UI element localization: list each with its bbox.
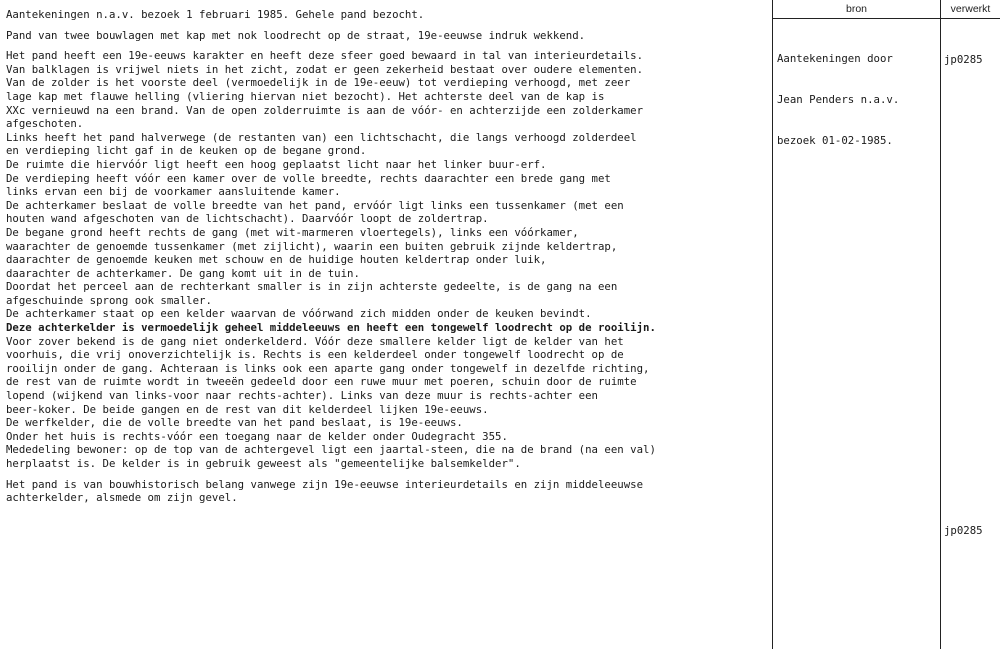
header-bron: bron	[845, 3, 867, 15]
text-line: Het pand is van bouwhistorisch belang vanwege zijn 19e-eeuwse interieurdetails en zijn middeleeuwse	[6, 477, 644, 491]
text-line: daarachter de genoemde keuken met schouw en de huidige houten keldertrap onder luik,	[6, 253, 547, 267]
text-line: herplaatst is. De kelder is in gebruik geweest als "gemeentelijke balsemkelder".	[6, 457, 521, 470]
text-line: en verdieping licht gaf in de keuken op de begane grond.	[6, 144, 367, 158]
text-line: De achterkamer staat op een kelder waarvan de vóórwand zich midden onder de keuken bevindt.	[6, 307, 592, 321]
text-line: De verdieping heeft vóór een kamer over de volle breedte, rechts daarachter een brede gang met	[6, 171, 611, 185]
text-line: voorhuis, die vrij onoverzichtelijk is. Rechts is een kelderdeel onder tongewelf loodrecht op de	[6, 348, 624, 362]
text-line: lage kap met flauwe helling (vliering hiervan niet bezocht). Het achterste deel van de kap is	[6, 89, 605, 103]
paragraph-intro	[6, 8, 770, 22]
verwerkt-reference-2: jp0285	[944, 524, 983, 537]
notes-body	[6, 8, 770, 505]
paragraph-description	[6, 49, 770, 470]
text-line: daarachter de achterkamer. De gang komt uit in de tuin.	[6, 266, 360, 280]
text-line: Deze achterkelder is vermoedelijk geheel middeleeuws en heeft een tongewelf loodrecht op de rooilijn.	[6, 321, 656, 335]
bron-line: bezoek 01-02-1985.	[777, 133, 893, 147]
text-line: Van de zolder is het voorste deel (vermoedelijk in de 19e-eeuw) tot verdieping verhoogd, met zeer	[6, 76, 631, 90]
column-divider-verwerkt	[940, 0, 941, 649]
text-line: achterkelder, alsmede om zijn gevel.	[6, 491, 238, 505]
text-line: rooilijn onder de gang. Achteraan is links ook een aparte gang onder tongewelf in dezelfde richting,	[6, 361, 650, 375]
bron-line: Aantekeningen door	[777, 52, 893, 66]
bron-line: Jean Penders n.a.v.	[777, 92, 900, 106]
header-verwerkt: verwerkt	[950, 3, 991, 15]
text-line: links ervan een bij de voorkamer aansluitende kamer.	[6, 185, 341, 199]
text-line: Van balklagen is vrijwel niets in het zicht, zodat er geen zekerheid bestaat over oudere elementen.	[6, 62, 644, 76]
text-line: Doordat het perceel aan de rechterkant smaller is in zijn achterste gedeelte, is de gang na een	[6, 280, 618, 294]
text-line: De ruimte die hiervóór ligt heeft een hoog geplaatst licht naar het linker buur-erf.	[6, 157, 547, 171]
text-line: houten wand afgeschoten van de lichtschacht). Daarvóór loopt de zoldertrap.	[6, 212, 489, 226]
text-line: XXc vernieuwd na een brand. Van de open zolderruimte is aan de vóór- en achterzijde een zolderkamer	[6, 103, 644, 117]
text-line: Het pand heeft een 19e-eeuws karakter en heeft deze sfeer goed bewaard in tal van interieurdetails.	[6, 49, 644, 63]
text-line: afgeschoten.	[6, 117, 84, 131]
text-line: beer-koker. De beide gangen en de rest van dit kelderdeel lijken 19e-eeuws.	[6, 402, 489, 416]
text-line: Pand van twee bouwlagen met kap met nok loodrecht op de straat, 19e-eeuwse indruk wekkend.	[6, 28, 586, 42]
text-line: Links heeft het pand halverwege (de restanten van) een lichtschacht, die langs verhoogd zolderdeel	[6, 130, 637, 144]
paragraph-summary	[6, 29, 770, 43]
text-line: De begane grond heeft rechts de gang (met wit-marmeren vloertegels), links een vóórkamer,	[6, 225, 579, 239]
bron-source	[777, 25, 899, 161]
text-line: De werfkelder, die de volle breedte van het pand beslaat, is 19e-eeuws.	[6, 416, 463, 430]
column-divider-bron	[772, 0, 773, 649]
paragraph-conclusion	[6, 478, 770, 505]
text-line: Voor zover bekend is de gang niet onderkelderd. Vóór deze smallere kelder ligt de kelder van het	[6, 334, 624, 348]
text-line: Onder het huis is rechts-vóór een toegang naar de kelder onder Oudegracht 355.	[6, 429, 508, 443]
text-line: lopend (wijkend van links-voor naar rechts-achter). Links van deze muur is rechts-achter een	[6, 389, 598, 403]
text-line: waarachter de genoemde tussenkamer (met zijlicht), waarin een buiten gebruik zijnde keldertrap,	[6, 239, 618, 253]
text-line: De achterkamer beslaat de volle breedte van het pand, ervóór ligt links een tussenkamer (met een	[6, 198, 624, 212]
text-line: Mededeling bewoner: op de top van de achtergevel ligt een jaartal-steen, die na de brand (na een val)	[6, 443, 656, 457]
text-line: afgeschuinde sprong ook smaller.	[6, 293, 212, 307]
text-line: de rest van de ruimte wordt in tweeën gedeeld door een ruwe muur met poeren, schuin door de ruimte	[6, 375, 637, 389]
verwerkt-reference-1: jp0285	[944, 53, 983, 66]
header-underline	[772, 18, 1000, 19]
text-line: Aantekeningen n.a.v. bezoek 1 februari 1985. Gehele pand bezocht.	[6, 8, 425, 21]
